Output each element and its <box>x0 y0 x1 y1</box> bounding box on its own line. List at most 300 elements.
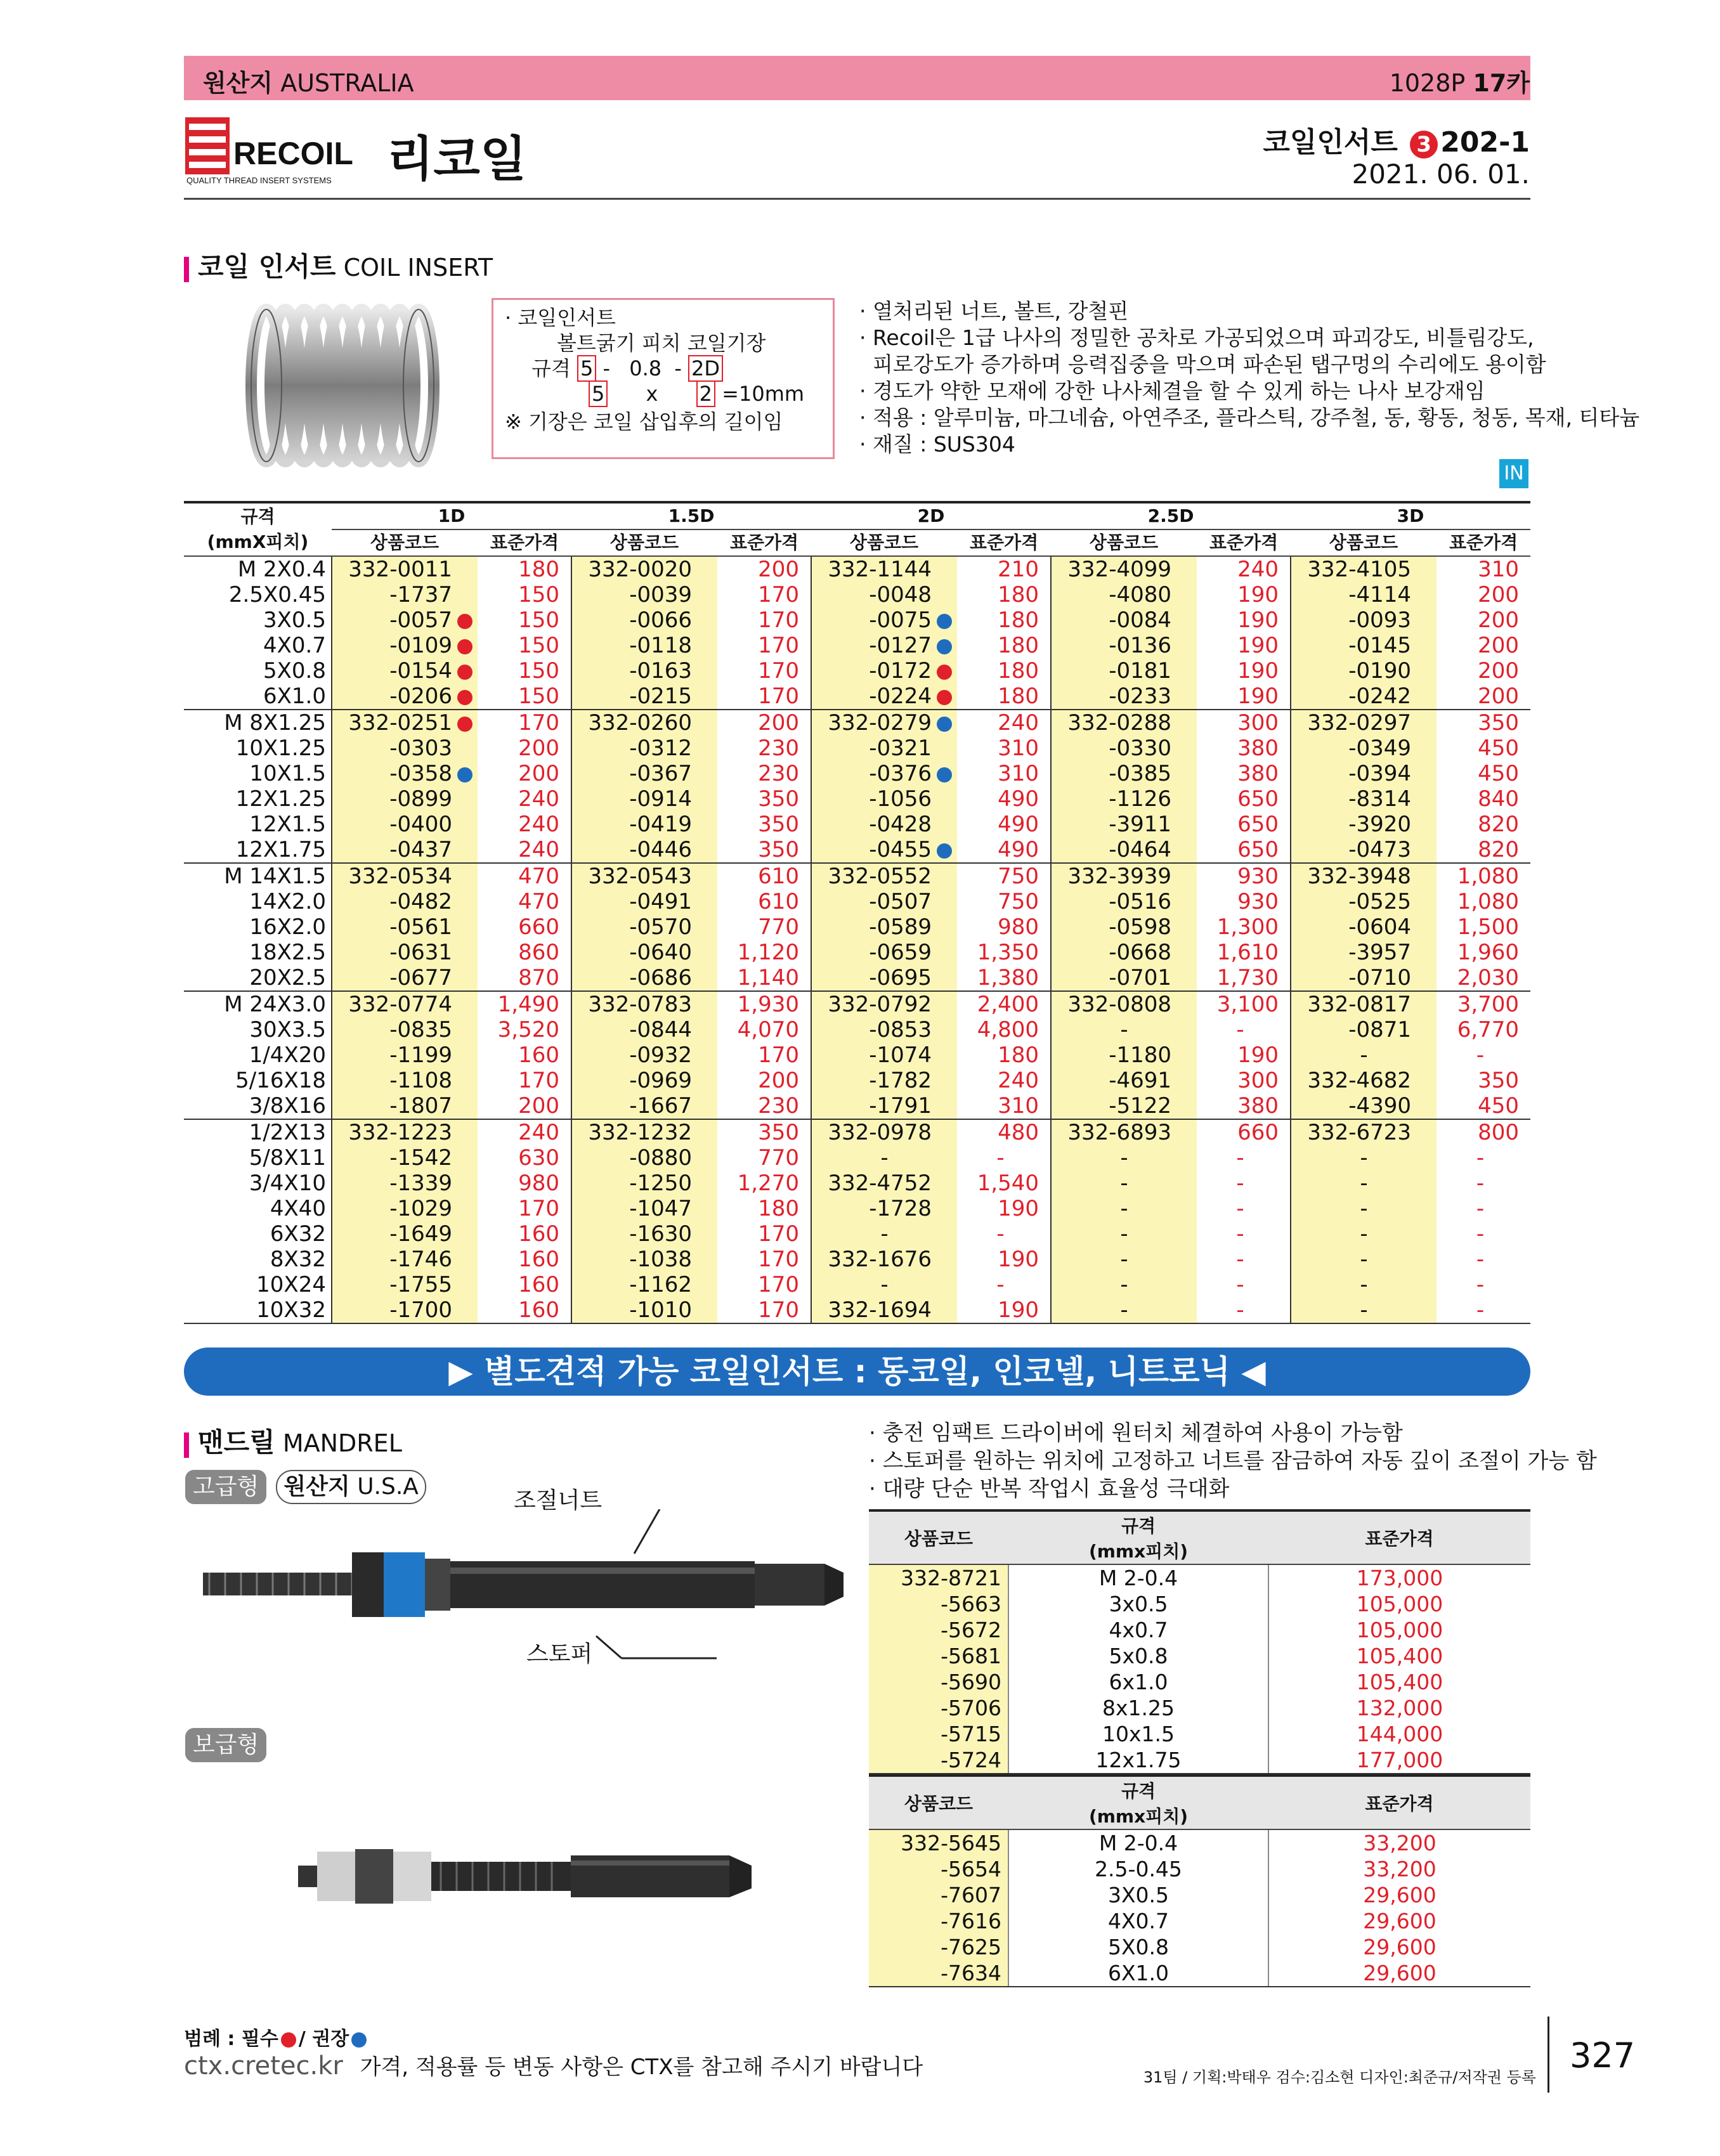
table-row <box>869 1721 1530 1747</box>
product-code-cell: - <box>1051 1017 1197 1042</box>
group-1d: 1D <box>332 502 571 529</box>
price-cell: 190 <box>1237 658 1279 684</box>
required-dot <box>457 639 472 654</box>
price-cell: 160 <box>518 1042 560 1068</box>
product-code-cell: 332-1223 <box>332 1119 478 1145</box>
spec-cell: 5/8X11 <box>249 1145 326 1171</box>
price-cell: 660 <box>1197 1119 1291 1145</box>
product-code-cell: - <box>1291 1247 1437 1272</box>
product-code-cell: -0835 <box>332 1017 478 1042</box>
price-cell: 3,100 <box>1197 991 1291 1017</box>
product-code-cell: -5122 <box>1051 1093 1197 1119</box>
spec-cell: 1/4X20 <box>249 1042 326 1068</box>
table-row <box>869 1829 1530 1856</box>
spec-cell: 4X0.7 <box>263 633 326 658</box>
price-cell: 180 <box>998 684 1039 709</box>
price-cell: 1,350 <box>977 940 1039 965</box>
price-cell: 820 <box>1478 812 1520 837</box>
price-cell: 33,200 <box>1363 1857 1437 1881</box>
price-cell: 3,520 <box>497 1017 560 1042</box>
product-code-cell: 332-0543 <box>571 863 717 889</box>
date: 2021. 06. 01. <box>1352 159 1530 190</box>
spec-cell: 2.5X0.45 <box>228 582 326 607</box>
table-row <box>869 1747 1530 1774</box>
product-code-cell: -0048 <box>811 582 957 607</box>
price-cell: 105,400 <box>1356 1644 1443 1668</box>
product-code-cell: - <box>1051 1221 1197 1247</box>
price-cell: - <box>1236 1247 1244 1272</box>
price-cell: 177,000 <box>1268 1747 1530 1774</box>
code-header: 상품코드 <box>1051 529 1197 556</box>
price-cell: 190 <box>998 1247 1039 1272</box>
price-cell: 650 <box>1237 812 1279 837</box>
recommended-dot <box>457 767 472 783</box>
recommended-dot <box>937 767 952 783</box>
table-row <box>184 761 1530 786</box>
price-cell: 230 <box>758 761 800 786</box>
svg-text:RECOIL: RECOIL <box>233 136 353 171</box>
price-cell: 190 <box>1237 607 1279 633</box>
price-cell: 450 <box>1478 1093 1520 1119</box>
price-cell: 200 <box>518 1093 560 1119</box>
spec-explanation-box: · 코일인서트 볼트굵기 피치 코일기장 규격 5 - 0.8 - 2D 5 x 2 =10mm ※ 기장은 코일 삽입후의 길이임 <box>492 298 835 459</box>
product-code-cell: -1746 <box>332 1247 478 1272</box>
recommended-dot <box>937 614 952 629</box>
product-code-cell: -1250 <box>571 1171 717 1196</box>
price-cell: - <box>996 1145 1005 1171</box>
price-cell: 650 <box>1237 786 1279 812</box>
table-row <box>184 658 1530 684</box>
spec-cell: 12X1.25 <box>235 786 326 812</box>
product-code-cell: -0871 <box>1291 1017 1437 1042</box>
price-cell: 1,490 <box>478 991 571 1017</box>
price-cell: 4,070 <box>737 1017 800 1042</box>
price-cell: 1,930 <box>717 991 811 1017</box>
product-code-cell: -0190 <box>1291 658 1437 684</box>
recommended-dot <box>937 717 952 732</box>
price-cell: 3,700 <box>1437 991 1530 1017</box>
table-row <box>869 1882 1530 1908</box>
product-code-cell: -0349 <box>1291 736 1437 761</box>
price-cell: 240 <box>518 812 560 837</box>
price-cell: 180 <box>518 557 560 582</box>
spec-cell: 5/16X18 <box>235 1068 326 1093</box>
spec-cell: 3/8X16 <box>249 1093 326 1119</box>
page-divider <box>1547 2016 1549 2093</box>
group-2d: 2D <box>811 502 1051 529</box>
price-cell: 200 <box>1478 658 1520 684</box>
price-cell: 180 <box>998 633 1039 658</box>
product-code-cell: - <box>811 1145 957 1171</box>
table-row <box>184 1196 1530 1221</box>
price-cell: 750 <box>957 863 1051 889</box>
spec-cell: 12X1.75 <box>235 837 326 862</box>
product-code-cell: -0136 <box>1051 633 1197 658</box>
table-row <box>869 1591 1530 1617</box>
product-code-cell: -0084 <box>1051 607 1197 633</box>
price-cell: 980 <box>998 914 1039 940</box>
spec-cell: 3X0.5 <box>263 607 326 633</box>
price-header: 표준가격 <box>478 529 571 556</box>
table-row <box>184 786 1530 812</box>
price-cell: 29,600 <box>1363 1935 1437 1959</box>
product-code-cell: -0066 <box>571 607 717 633</box>
group-2-5d: 2.5D <box>1051 502 1291 529</box>
price-cell: 4,800 <box>977 1017 1039 1042</box>
price-cell: 150 <box>518 658 560 684</box>
spec-cell: 5X0.8 <box>1008 1934 1268 1960</box>
price-cell: 610 <box>717 863 811 889</box>
product-code-cell: 332-0774 <box>332 991 478 1017</box>
price-cell: - <box>1476 1196 1485 1221</box>
price-header: 표준가격 <box>717 529 811 556</box>
product-code-cell: -0507 <box>811 889 957 914</box>
price-cell: 630 <box>518 1145 560 1171</box>
product-code-cell: -0154 <box>332 658 478 684</box>
spec-cell: 14X2.0 <box>249 889 326 914</box>
price-cell: 650 <box>1237 837 1279 862</box>
price-cell: 380 <box>1237 736 1279 761</box>
product-code-cell: - <box>1051 1196 1197 1221</box>
product-code-cell: -0668 <box>1051 940 1197 965</box>
price-cell: 170 <box>478 710 571 736</box>
price-cell: 450 <box>1478 736 1520 761</box>
product-code-cell: -0899 <box>332 786 478 812</box>
spec-header: 규격 (mmX피치) <box>184 502 332 556</box>
price-cell: 230 <box>758 1093 800 1119</box>
product-code-cell: 332-3939 <box>1051 863 1197 889</box>
spec-cell: M 14X1.5 <box>184 863 332 889</box>
spec-cell: 3x0.5 <box>1008 1591 1268 1617</box>
product-code-cell: - <box>1291 1196 1437 1221</box>
price-cell: 470 <box>518 889 560 914</box>
price-cell: 105,400 <box>1356 1670 1443 1694</box>
product-code-cell: -1074 <box>811 1042 957 1068</box>
product-code-cell: -0075 <box>811 607 957 633</box>
product-code-cell: - <box>811 1221 957 1247</box>
price-cell: - <box>1476 1042 1485 1068</box>
price-cell: 180 <box>758 1196 800 1221</box>
product-code-cell: -4080 <box>1051 582 1197 607</box>
price-cell: 1,380 <box>977 965 1039 990</box>
table-row <box>869 1856 1530 1882</box>
product-code-cell: -1047 <box>571 1196 717 1221</box>
product-code-cell: -0473 <box>1291 837 1437 863</box>
table-row <box>184 1042 1530 1068</box>
price-cell: 160 <box>518 1221 560 1247</box>
product-code-cell: -0844 <box>571 1017 717 1042</box>
product-code-cell: - <box>1051 1272 1197 1297</box>
product-code-cell: 332-0808 <box>1051 991 1197 1017</box>
product-code-cell: -0561 <box>332 914 478 940</box>
table-row <box>184 684 1530 710</box>
table-row <box>184 1221 1530 1247</box>
price-cell: 210 <box>998 557 1039 582</box>
recommended-dot <box>937 639 952 654</box>
product-code-cell: -5724 <box>869 1747 1008 1774</box>
price-cell: 240 <box>518 786 560 812</box>
product-code-cell: -1737 <box>332 582 478 607</box>
table-row <box>869 1643 1530 1669</box>
product-code-cell: -0598 <box>1051 914 1197 940</box>
price-cell: 350 <box>717 1119 811 1145</box>
product-code-cell: -0145 <box>1291 633 1437 658</box>
code-header: 상품코드 <box>869 1776 1008 1829</box>
origin: 원산지 AUSTRALIA <box>203 69 414 97</box>
spec-cell: 3/4X10 <box>249 1171 326 1196</box>
product-code-cell: 332-0279 <box>811 710 957 736</box>
product-code-cell: -0172 <box>811 658 957 684</box>
product-code-cell: -0385 <box>1051 761 1197 786</box>
price-cell: 150 <box>518 633 560 658</box>
product-code-cell: 332-1144 <box>811 556 957 582</box>
price-cell: 190 <box>1237 582 1279 607</box>
product-code-cell: -1199 <box>332 1042 478 1068</box>
product-code-cell: -0464 <box>1051 837 1197 863</box>
spec-cell: 10X1.25 <box>235 736 326 761</box>
price-cell: 1,080 <box>1457 889 1520 914</box>
spec-cell: 12x1.75 <box>1008 1747 1268 1774</box>
price-cell: 240 <box>518 837 560 862</box>
price-cell: - <box>1236 1272 1244 1297</box>
coil-section-title: 코일 인서트 COIL INSERT <box>184 246 493 284</box>
price-cell: - <box>996 1221 1005 1247</box>
group-1-5d: 1.5D <box>571 502 811 529</box>
code-header: 상품코드 <box>571 529 717 556</box>
price-cell: 160 <box>518 1247 560 1272</box>
price-cell: 350 <box>1478 1068 1520 1093</box>
price-cell: 800 <box>1437 1119 1530 1145</box>
product-code-cell: -0376 <box>811 761 957 786</box>
table-row <box>184 812 1530 837</box>
product-code-cell: 332-4682 <box>1291 1068 1437 1093</box>
product-code-cell: -0969 <box>571 1068 717 1093</box>
product-code-cell: -0491 <box>571 889 717 914</box>
product-code-cell: 332-5645 <box>869 1829 1008 1856</box>
price-cell: - <box>1476 1272 1485 1297</box>
custom-quote-banner: ▶ 별도견적 가능 코일인서트 : 동코일, 인코넬, 니트로닉 ◀ <box>184 1348 1530 1396</box>
price-cell: 980 <box>518 1171 560 1196</box>
in-badge: IN <box>1499 459 1528 488</box>
product-code-cell: -0127 <box>811 633 957 658</box>
category-line: 코일인서트 3 202-1 <box>1263 126 1530 159</box>
product-code-cell: -5706 <box>869 1695 1008 1721</box>
price-cell: 200 <box>717 710 811 736</box>
product-code-cell: -3920 <box>1291 812 1437 837</box>
product-code-cell: 332-4105 <box>1291 556 1437 582</box>
product-code-cell: - <box>1291 1171 1437 1196</box>
price-cell: 200 <box>1478 633 1520 658</box>
spec-cell: 2.5-0.45 <box>1008 1856 1268 1882</box>
price-cell: 350 <box>758 786 800 812</box>
price-cell: 300 <box>1197 710 1291 736</box>
table-row <box>184 940 1530 965</box>
product-code-cell: -1700 <box>332 1297 478 1323</box>
price-cell: 170 <box>717 1297 811 1323</box>
product-code-cell: -0589 <box>811 914 957 940</box>
price-cell: 190 <box>957 1297 1051 1323</box>
price-cell: 170 <box>758 582 800 607</box>
product-code-cell: - <box>1291 1042 1437 1068</box>
product-code-cell: - <box>811 1272 957 1297</box>
price-cell: 1,610 <box>1216 940 1279 965</box>
price-cell: 200 <box>518 736 560 761</box>
product-code-cell: -0437 <box>332 837 478 863</box>
price-cell: 610 <box>758 889 800 914</box>
product-code-cell: -1728 <box>811 1196 957 1221</box>
page-number: 327 <box>1570 2036 1636 2075</box>
spec-cell: 10X32 <box>184 1297 332 1323</box>
spec-cell: 1/2X13 <box>184 1119 332 1145</box>
price-cell: 230 <box>758 736 800 761</box>
price-cell: 150 <box>518 582 560 607</box>
table-row <box>869 1960 1530 1987</box>
price-cell: 6,770 <box>1457 1017 1520 1042</box>
product-code-cell: -1010 <box>571 1297 717 1323</box>
product-code-cell: -1667 <box>571 1093 717 1119</box>
product-code-cell: -1029 <box>332 1196 478 1221</box>
table-row <box>184 582 1530 607</box>
product-code-cell: -5681 <box>869 1643 1008 1669</box>
price-cell: - <box>1476 1145 1485 1171</box>
price-cell: 190 <box>1237 684 1279 709</box>
product-code-cell: -7616 <box>869 1908 1008 1934</box>
spec-cell: 6X1.0 <box>263 684 326 709</box>
price-cell: 190 <box>1237 633 1279 658</box>
product-code-cell: - <box>1051 1297 1197 1323</box>
spec-cell: 6X32 <box>270 1221 326 1247</box>
product-code-cell: -1339 <box>332 1171 478 1196</box>
price-cell: 170 <box>518 1196 560 1221</box>
price-cell: 200 <box>758 557 800 582</box>
product-code-cell: -0312 <box>571 736 717 761</box>
spec-cell: M 24X3.0 <box>184 991 332 1017</box>
product-code-cell: -1630 <box>571 1221 717 1247</box>
spec-header: 규격 (mmx피치) <box>1008 1776 1268 1829</box>
price-cell: 490 <box>998 786 1039 812</box>
price-cell: 240 <box>998 1068 1039 1093</box>
price-cell: 170 <box>758 1042 800 1068</box>
price-cell: 170 <box>758 1272 800 1297</box>
product-code-cell: -4114 <box>1291 582 1437 607</box>
price-cell: - <box>1476 1221 1485 1247</box>
price-cell: - <box>1236 1171 1244 1196</box>
product-code-cell: -0516 <box>1051 889 1197 914</box>
credits: 31팀 / 기획:박태우 검수:김소현 디자인:최준규/저작권 등록 <box>1143 2068 1536 2086</box>
table-row <box>184 1145 1530 1171</box>
table-row <box>869 1617 1530 1643</box>
price-cell: - <box>1236 1017 1244 1042</box>
basic-tag: 보급형 <box>185 1728 266 1762</box>
table-body <box>184 556 1530 1323</box>
recommended-dot <box>937 843 952 859</box>
product-code-cell: -0400 <box>332 812 478 837</box>
price-cell: 2,030 <box>1457 965 1520 990</box>
price-cell: 29,600 <box>1268 1960 1530 1987</box>
site-link[interactable]: ctx.cretec.kr <box>184 2051 343 2081</box>
product-code-cell: 332-6723 <box>1291 1119 1437 1145</box>
product-code-cell: -0914 <box>571 786 717 812</box>
table-row <box>869 1934 1530 1960</box>
product-code-cell: -0455 <box>811 837 957 863</box>
product-code-cell: 332-0251 <box>332 710 478 736</box>
catalog-ref: 1028P 17카 <box>1389 69 1530 97</box>
product-code-cell: -0570 <box>571 914 717 940</box>
required-dot <box>937 690 952 705</box>
price-cell: 1,300 <box>1216 914 1279 940</box>
product-code-cell: -3911 <box>1051 812 1197 837</box>
table-row <box>184 1093 1530 1119</box>
coil-insert-price-table <box>184 501 1530 1324</box>
price-cell: 480 <box>957 1119 1051 1145</box>
table-row <box>184 991 1530 1017</box>
price-cell: 200 <box>758 1068 800 1093</box>
product-code-cell: 332-0792 <box>811 991 957 1017</box>
spec-cell: 20X2.5 <box>249 965 326 990</box>
adjust-nut-label: 조절너트 <box>514 1488 603 1514</box>
code-header: 상품코드 <box>869 1510 1008 1564</box>
price-cell: 350 <box>758 837 800 862</box>
price-cell: 240 <box>957 710 1051 736</box>
product-code-cell: -7607 <box>869 1882 1008 1908</box>
product-code-cell: -5663 <box>869 1591 1008 1617</box>
product-code-cell: 332-4752 <box>811 1171 957 1196</box>
price-cell: 310 <box>998 761 1039 786</box>
price-cell: 170 <box>758 633 800 658</box>
price-cell: 310 <box>998 736 1039 761</box>
table-row <box>184 965 1530 991</box>
price-cell: 380 <box>1237 761 1279 786</box>
price-cell: 1,960 <box>1457 940 1520 965</box>
price-cell: 173,000 <box>1356 1566 1443 1590</box>
price-cell: 144,000 <box>1356 1722 1443 1746</box>
price-cell: 29,600 <box>1363 1883 1437 1907</box>
price-cell: 1,120 <box>737 940 800 965</box>
price-cell: 450 <box>1478 761 1520 786</box>
product-code-cell: -0604 <box>1291 914 1437 940</box>
price-cell: - <box>1437 1297 1530 1323</box>
product-code-cell: - <box>1051 1247 1197 1272</box>
product-code-cell: 332-1232 <box>571 1119 717 1145</box>
product-code-cell: -0880 <box>571 1145 717 1171</box>
table-row <box>184 1272 1530 1297</box>
table-row <box>869 1695 1530 1721</box>
price-cell: 105,000 <box>1356 1592 1443 1616</box>
product-code-cell: 332-6893 <box>1051 1119 1197 1145</box>
price-cell: 820 <box>1478 837 1520 862</box>
price-header: 표준가격 <box>1197 529 1291 556</box>
basic-mandrel-image <box>292 1826 761 1930</box>
spec-cell: 10X24 <box>256 1272 326 1297</box>
table-row <box>184 710 1530 736</box>
product-code-cell: -1126 <box>1051 786 1197 812</box>
group-3d: 3D <box>1291 502 1530 529</box>
price-cell: 860 <box>518 940 560 965</box>
required-dot <box>457 690 472 705</box>
product-code-cell: -0118 <box>571 633 717 658</box>
legend: 범례 : 필수 / 권장 <box>184 2023 367 2051</box>
table-row <box>184 1247 1530 1272</box>
product-code-cell: -0659 <box>811 940 957 965</box>
product-code-cell: - <box>1291 1145 1437 1171</box>
product-code-cell: -5672 <box>869 1617 1008 1643</box>
mandrel-section-title: 맨드릴 MANDREL <box>184 1422 402 1460</box>
table-row <box>184 1297 1530 1323</box>
price-cell: 350 <box>758 812 800 837</box>
price-cell: 180 <box>998 607 1039 633</box>
spec-cell: M 2X0.4 <box>237 557 326 582</box>
product-code-cell: -0224 <box>811 684 957 710</box>
